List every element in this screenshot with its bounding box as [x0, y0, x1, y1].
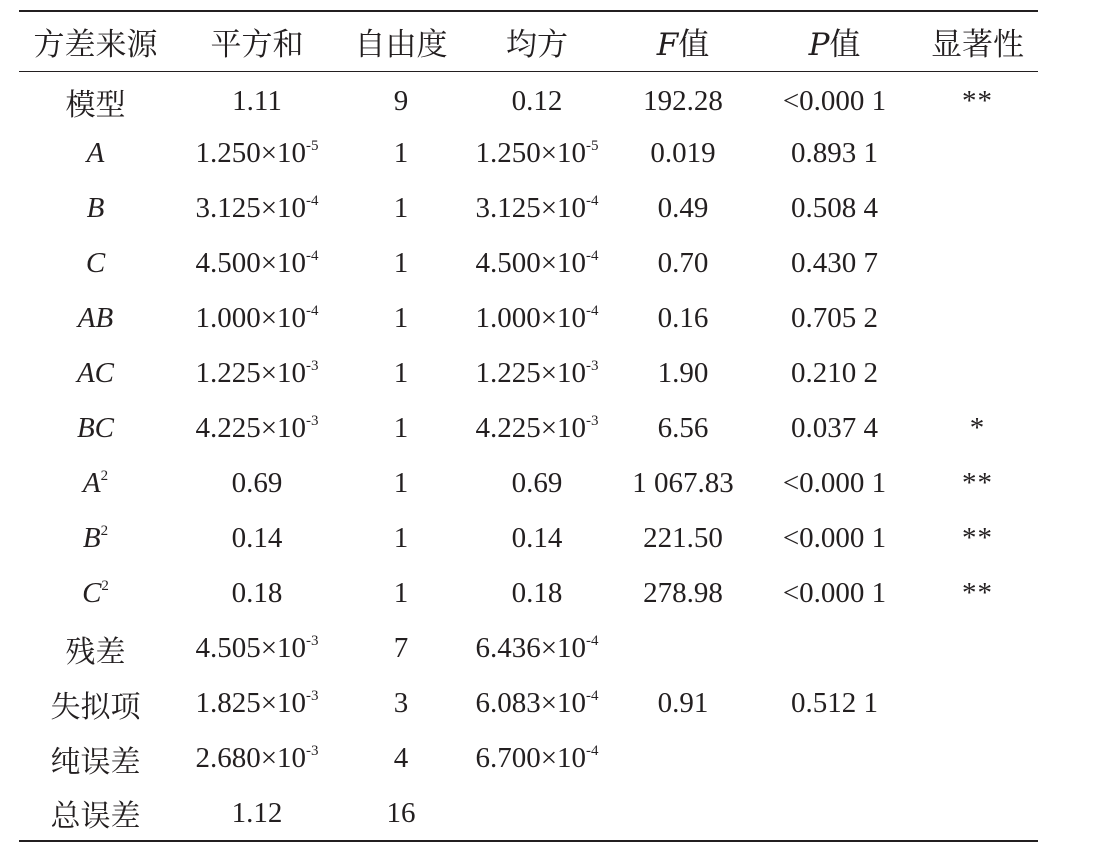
table-row: [19, 236, 1038, 291]
f-value: 0.019: [650, 137, 716, 169]
f-value: 0.16: [657, 302, 709, 334]
p-value: 0.705 2: [791, 302, 878, 334]
f-value-cell: [614, 291, 752, 346]
sum-of-squares-cell: [172, 456, 342, 511]
mean-square-exponent: -5: [586, 138, 599, 154]
mean-square-exponent: -4: [586, 633, 599, 649]
source-cell: [19, 401, 172, 456]
table-row: [19, 456, 1038, 511]
p-value-cell: [752, 731, 917, 786]
sum-of-squares-cell: [172, 346, 342, 401]
source-label: 失拟项: [50, 689, 141, 725]
sum-of-squares-exponent: -3: [306, 743, 319, 759]
sum-of-squares-cell: [172, 236, 342, 291]
source-label: A: [82, 467, 101, 499]
sum-of-squares-value: 1.825×10: [195, 687, 307, 719]
mean-square-value: 4.225×10: [475, 412, 587, 444]
p-value-cell: [752, 291, 917, 346]
mean-square-cell: [460, 346, 614, 401]
p-value-cell: [752, 71, 917, 126]
df-value: 3: [393, 687, 409, 719]
source-label: AC: [76, 357, 115, 389]
f-value: 1.90: [657, 357, 709, 389]
f-value-cell: [614, 126, 752, 181]
source-cell: [19, 126, 172, 181]
mean-square-value: 6.700×10: [475, 742, 587, 774]
sum-of-squares-exponent: -3: [306, 413, 319, 429]
df-value: 16: [386, 796, 416, 829]
significance-marker: **: [962, 467, 993, 499]
table-row: [19, 181, 1038, 236]
p-value: 0.037 4: [791, 412, 878, 444]
source-label: C: [82, 577, 102, 609]
source-cell: [19, 621, 172, 676]
mean-square-cell: [460, 621, 614, 676]
sum-of-squares-cell: [172, 126, 342, 181]
p-value: <0.000 1: [782, 467, 887, 499]
mean-square-exponent: -4: [586, 303, 599, 319]
header-sum-of-squares: 平方和: [172, 11, 342, 71]
source-cell: [19, 291, 172, 346]
source-label: 总误差: [50, 799, 141, 834]
sum-of-squares-cell: [172, 291, 342, 346]
table-body: [19, 71, 1038, 841]
mean-square-value: 0.18: [511, 577, 563, 609]
table-row: [19, 126, 1038, 181]
significance-cell: [917, 236, 1038, 291]
table-row: [19, 786, 1038, 841]
significance-cell: [917, 456, 1038, 511]
p-value: 0.430 7: [791, 247, 878, 279]
mean-square-cell: [460, 456, 614, 511]
sum-of-squares-exponent: -3: [306, 688, 319, 704]
mean-square-cell: [460, 786, 614, 841]
source-label: AB: [77, 302, 114, 334]
significance-cell: [917, 346, 1038, 401]
sum-of-squares-value: 4.225×10: [195, 412, 307, 444]
p-value: 0.210 2: [791, 357, 878, 389]
header-f-value: [614, 11, 752, 71]
table-row: [19, 71, 1038, 126]
source-cell: [19, 786, 172, 841]
significance-cell: [917, 511, 1038, 566]
mean-square-exponent: -4: [586, 743, 599, 759]
df-cell: [342, 511, 460, 566]
source-cell: [19, 71, 172, 126]
f-value-cell: [614, 621, 752, 676]
mean-square-cell: [460, 126, 614, 181]
source-exponent: 2: [100, 523, 109, 539]
f-value: 278.98: [643, 577, 723, 609]
sum-of-squares-exponent: -3: [306, 358, 319, 374]
mean-square-exponent: -3: [586, 413, 599, 429]
p-value-cell: [752, 181, 917, 236]
source-label: C: [85, 247, 106, 279]
f-value: 0.70: [657, 247, 709, 279]
source-exponent: 2: [100, 468, 109, 484]
f-value-cell: [614, 676, 752, 731]
source-label: 纯误差: [50, 744, 141, 780]
df-cell: [342, 126, 460, 181]
table-row: [19, 566, 1038, 621]
mean-square-value: 1.225×10: [475, 357, 587, 389]
significance-cell: [917, 126, 1038, 181]
significance-marker: **: [962, 522, 993, 554]
df-cell: [342, 456, 460, 511]
sum-of-squares-value: 0.18: [231, 577, 283, 609]
sum-of-squares-value: 3.125×10: [195, 192, 307, 224]
sum-of-squares-value: 0.69: [231, 467, 283, 499]
mean-square-cell: [460, 566, 614, 621]
p-value: <0.000 1: [782, 577, 887, 609]
sum-of-squares-value: 1.11: [232, 85, 282, 118]
mean-square-value: 3.125×10: [475, 192, 587, 224]
source-label: 模型: [65, 87, 126, 123]
sum-of-squares-value: 1.12: [231, 796, 283, 829]
df-cell: [342, 181, 460, 236]
source-label: A: [86, 137, 105, 169]
significance-cell: [917, 621, 1038, 676]
source-cell: [19, 731, 172, 786]
p-value-cell: [752, 786, 917, 841]
df-cell: [342, 676, 460, 731]
sum-of-squares-value: 1.000×10: [195, 302, 307, 334]
source-cell: [19, 676, 172, 731]
source-cell: [19, 181, 172, 236]
df-value: 1: [393, 577, 409, 609]
header-f-suffix: 值: [678, 26, 710, 63]
df-value: 1: [393, 522, 409, 554]
df-value: 1: [393, 302, 409, 334]
source-label: 残差: [65, 634, 126, 670]
sum-of-squares-cell: [172, 181, 342, 236]
df-value: 1: [393, 137, 409, 169]
significance-cell: [917, 731, 1038, 786]
sum-of-squares-value: 0.14: [231, 522, 283, 554]
significance-cell: [917, 291, 1038, 346]
df-value: 1: [393, 192, 409, 224]
header-row: [19, 11, 1038, 71]
mean-square-cell: [460, 511, 614, 566]
p-value-cell: [752, 566, 917, 621]
df-cell: [342, 401, 460, 456]
sum-of-squares-value: 4.505×10: [195, 632, 307, 664]
f-value-cell: [614, 181, 752, 236]
significance-cell: [917, 71, 1038, 126]
header-source: 方差来源: [19, 11, 172, 71]
f-value: 0.49: [657, 192, 709, 224]
f-value-cell: [614, 731, 752, 786]
significance-marker: **: [962, 85, 993, 118]
header-p-symbol: P: [808, 26, 830, 63]
sum-of-squares-cell: [172, 401, 342, 456]
sum-of-squares-cell: [172, 676, 342, 731]
f-value-cell: [614, 511, 752, 566]
mean-square-cell: [460, 676, 614, 731]
sum-of-squares-value: 1.250×10: [195, 137, 307, 169]
df-cell: [342, 291, 460, 346]
p-value: <0.000 1: [782, 522, 887, 554]
f-value-cell: [614, 566, 752, 621]
table-row: [19, 346, 1038, 401]
source-label: B: [82, 522, 101, 554]
mean-square-value: 0.69: [511, 467, 563, 499]
sum-of-squares-value: 1.225×10: [195, 357, 307, 389]
sum-of-squares-exponent: -4: [306, 248, 319, 264]
mean-square-value: 4.500×10: [475, 247, 587, 279]
source-cell: [19, 236, 172, 291]
f-value: 1 067.83: [632, 467, 734, 499]
source-exponent: 2: [101, 578, 109, 594]
table-row: [19, 731, 1038, 786]
p-value: <0.000 1: [782, 85, 887, 118]
anova-table: [19, 10, 1038, 842]
mean-square-cell: [460, 181, 614, 236]
sum-of-squares-exponent: -3: [306, 633, 319, 649]
f-value-cell: [614, 71, 752, 126]
p-value-cell: [752, 621, 917, 676]
f-value-cell: [614, 456, 752, 511]
table-row: [19, 511, 1038, 566]
mean-square-exponent: -4: [586, 193, 599, 209]
significance-cell: [917, 786, 1038, 841]
significance-cell: [917, 566, 1038, 621]
table-header: [19, 11, 1038, 71]
source-label: B: [86, 192, 105, 224]
mean-square-value: 6.083×10: [475, 687, 587, 719]
sum-of-squares-value: 2.680×10: [195, 742, 307, 774]
sum-of-squares-cell: [172, 566, 342, 621]
df-cell: [342, 71, 460, 126]
mean-square-exponent: -4: [586, 248, 599, 264]
header-mean-square: 均方: [460, 11, 614, 71]
source-cell: [19, 346, 172, 401]
table-row: [19, 401, 1038, 456]
f-value-cell: [614, 236, 752, 291]
f-value: 0.91: [657, 687, 709, 719]
mean-square-value: 1.250×10: [475, 137, 587, 169]
df-value: 9: [393, 85, 409, 118]
table-row: [19, 291, 1038, 346]
p-value-cell: [752, 236, 917, 291]
sum-of-squares-cell: [172, 511, 342, 566]
p-value: 0.508 4: [791, 192, 878, 224]
sum-of-squares-cell: [172, 71, 342, 126]
p-value-cell: [752, 511, 917, 566]
mean-square-exponent: -3: [586, 358, 599, 374]
mean-square-exponent: -4: [586, 688, 599, 704]
significance-cell: [917, 181, 1038, 236]
f-value-cell: [614, 346, 752, 401]
sum-of-squares-exponent: -4: [306, 193, 319, 209]
significance-cell: [917, 401, 1038, 456]
df-cell: [342, 621, 460, 676]
df-cell: [342, 236, 460, 291]
sum-of-squares-cell: [172, 786, 342, 841]
header-df: 自由度: [342, 11, 460, 71]
df-cell: [342, 346, 460, 401]
sum-of-squares-cell: [172, 731, 342, 786]
df-cell: [342, 731, 460, 786]
significance-marker: *: [969, 412, 986, 444]
header-f-symbol: F: [656, 26, 679, 63]
p-value-cell: [752, 676, 917, 731]
significance-marker: **: [962, 577, 993, 609]
sum-of-squares-exponent: -4: [306, 303, 319, 319]
mean-square-value: 1.000×10: [475, 302, 587, 334]
df-value: 1: [393, 467, 409, 499]
table-row: [19, 621, 1038, 676]
p-value-cell: [752, 401, 917, 456]
sum-of-squares-value: 4.500×10: [195, 247, 307, 279]
df-value: 1: [393, 412, 409, 444]
p-value: 0.512 1: [791, 687, 878, 719]
header-significance: 显著性: [917, 11, 1038, 71]
df-value: 1: [393, 357, 409, 389]
mean-square-value: 0.12: [511, 85, 563, 118]
mean-square-cell: [460, 291, 614, 346]
f-value-cell: [614, 401, 752, 456]
p-value-cell: [752, 346, 917, 401]
mean-square-value: 6.436×10: [475, 632, 587, 664]
mean-square-cell: [460, 236, 614, 291]
header-p-suffix: 值: [829, 26, 861, 63]
f-value: 192.28: [643, 85, 723, 118]
source-label: BC: [76, 412, 115, 444]
df-cell: [342, 786, 460, 841]
table-row: [19, 676, 1038, 731]
p-value-cell: [752, 456, 917, 511]
mean-square-cell: [460, 731, 614, 786]
mean-square-cell: [460, 401, 614, 456]
significance-cell: [917, 676, 1038, 731]
df-cell: [342, 566, 460, 621]
p-value-cell: [752, 126, 917, 181]
source-cell: [19, 456, 172, 511]
source-cell: [19, 511, 172, 566]
f-value: 6.56: [657, 412, 709, 444]
df-value: 4: [393, 742, 409, 774]
header-p-value: [752, 11, 917, 71]
sum-of-squares-cell: [172, 621, 342, 676]
df-value: 7: [393, 632, 409, 664]
df-value: 1: [393, 247, 409, 279]
source-cell: [19, 566, 172, 621]
mean-square-cell: [460, 71, 614, 126]
f-value-cell: [614, 786, 752, 841]
sum-of-squares-exponent: -5: [306, 138, 319, 154]
mean-square-value: 0.14: [511, 522, 563, 554]
f-value: 221.50: [643, 522, 723, 554]
p-value: 0.893 1: [791, 137, 878, 169]
